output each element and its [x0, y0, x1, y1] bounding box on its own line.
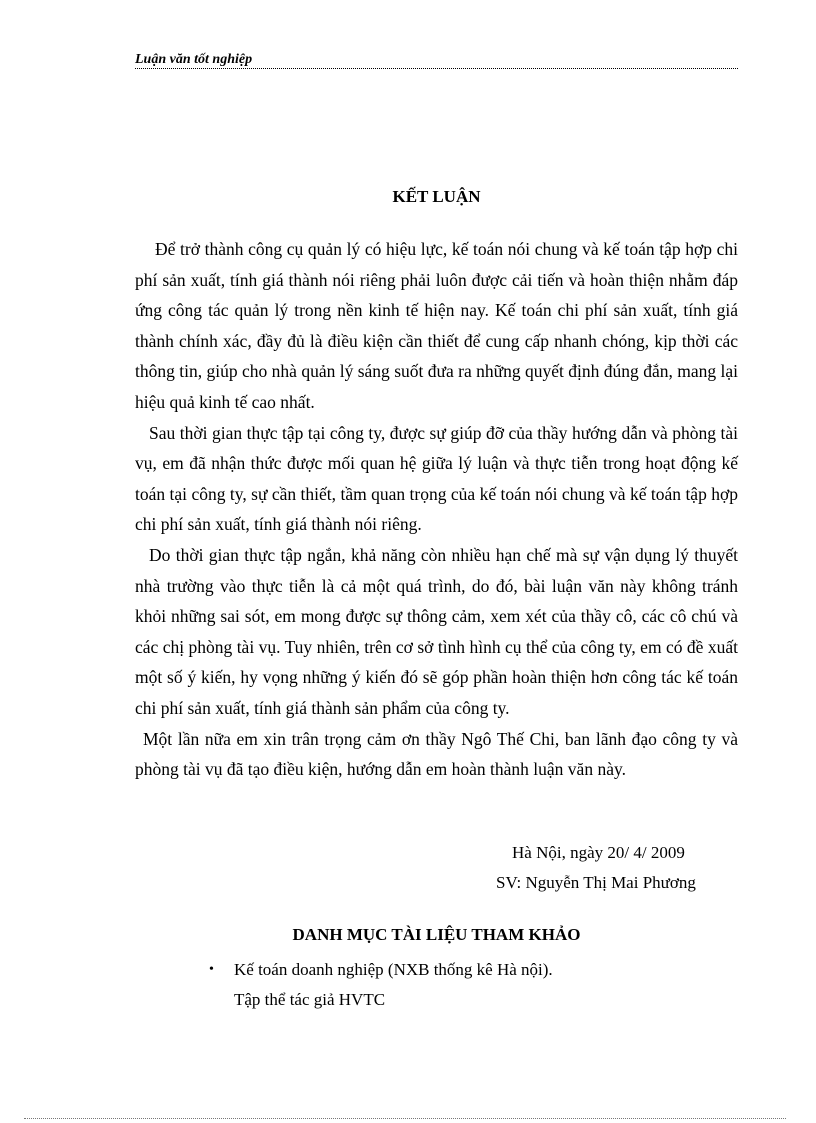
footer-divider — [24, 1118, 786, 1119]
signature-author: SV: Nguyễn Thị Mai Phương — [496, 873, 696, 892]
bullet-icon: • — [209, 962, 214, 977]
reference-authors: Tập thể tác giả HVTC — [234, 990, 386, 1009]
reference-item — [205, 955, 725, 1015]
header-title: Luận văn tốt nghiệp — [135, 52, 253, 67]
conclusion-paragraph: Do thời gian thực tập ngắn, khả năng còn nhiều hạn chế mà sự vận dụng lý thuyết nhà trường vào thực tiễn là cả một quá trình, do đó, bài luận văn này không tránh khỏi những sai sót, em mong được sự thông cảm, xem xét của thầy cô, các cô chú và các chị phòng tài vụ. Tuy nhiên, trên cơ sở tình hình cụ thể của công ty, em có đề xuất một số ý kiến, hy vọng những ý kiến đó sẽ góp phần hoàn thiện hơn công tác kế toán chi phí sản xuất, tính giá thành sản phẩm của công ty. — [135, 544, 738, 718]
references-title: DANH MỤC TÀI LIỆU THAM KHẢO — [292, 925, 581, 944]
conclusion-paragraph: Để trở thành công cụ quản lý có hiệu lực, kế toán nói chung và kế toán tập hợp chi phí sản xuất, tính giá thành nói riêng phải luôn được cải tiến và hoàn thiện nhằm đáp ứng công tác quản lý trong nền kinh tế hiện nay. Kế toán chi phí sản xuất, tính giá thành chính xác, đầy đủ là điều kiện cần thiết để cung cấp nhanh chóng, kịp thời các thông tin, giúp cho nhà quản lý sáng suốt đưa ra những quyết định đúng đắn, mang lại hiệu quả kinh tế cao nhất. — [135, 239, 738, 412]
references-list — [205, 955, 725, 1015]
conclusion-paragraph: Sau thời gian thực tập tại công ty, được sự giúp đỡ của thầy hướng dẫn và phòng tài vụ, em đã nhận thức được mối quan hệ giữa lý luận và thực tiễn trong hoạt động kế toán tại công ty, sự cần thiết, tầm quan trọng của kế toán nói chung và kế toán tập hợp chi phí sản xuất, tính giá thành nói riêng. — [135, 422, 738, 535]
conclusion-title: KẾT LUẬN — [392, 187, 481, 206]
conclusion-body — [135, 234, 738, 785]
signature-date: Hà Nội, ngày 20/ 4/ 2009 — [512, 843, 685, 862]
signature-block — [496, 838, 696, 898]
page-header — [135, 50, 738, 69]
conclusion-paragraph: Một lần nữa em xin trân trọng cảm ơn thầy Ngô Thế Chi, ban lãnh đạo công ty và phòng tài vụ đã tạo điều kiện, hướng dẫn em hoàn thành luận văn này. — [135, 728, 738, 780]
reference-title: Kế toán doanh nghiệp (NXB thống kê Hà nội). — [234, 960, 553, 979]
